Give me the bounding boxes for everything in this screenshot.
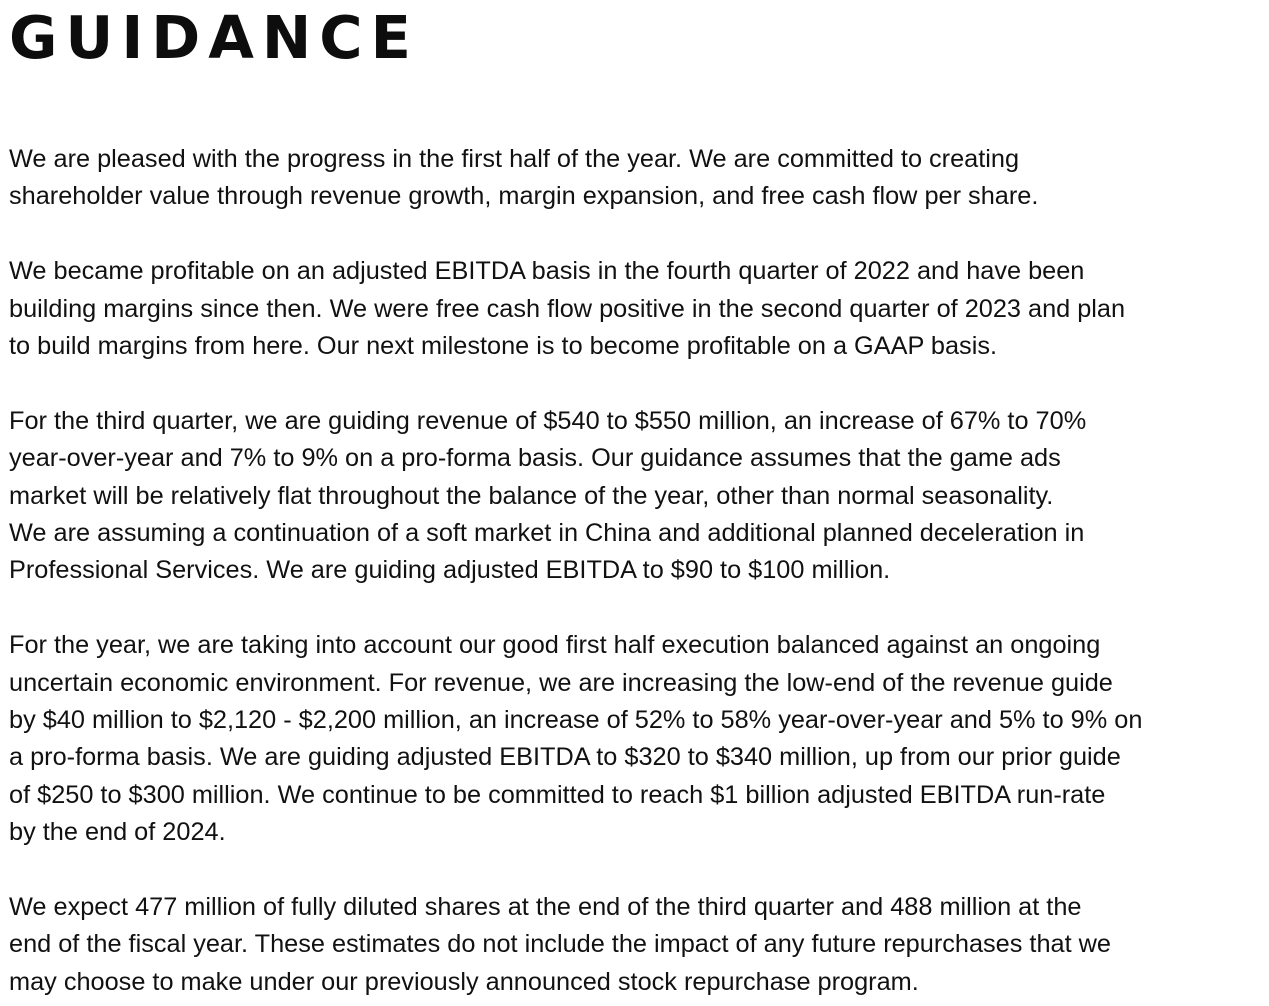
text-line: a pro-forma basis. We are guiding adjusted EBITDA to $320 to $340 million, up from our prior guide [9, 743, 1121, 772]
guidance-body [9, 141, 1264, 1001]
text-line: We became profitable on an adjusted EBITDA basis in the fourth quarter of 2022 and have been [9, 257, 1085, 286]
page-title: GUIDANCE [9, 3, 419, 72]
text-line: by the end of 2024. [9, 818, 226, 847]
text-line: market will be relatively flat throughout the balance of the year, other than normal seasonality. [9, 481, 1054, 510]
guidance-page [9, 0, 1264, 1001]
paragraph-progress [9, 141, 1264, 216]
text-line: end of the fiscal year. These estimates do not include the impact of any future repurchases that we [9, 930, 1111, 959]
text-line: For the year, we are taking into account our good first half execution balanced against an ongoing [9, 631, 1101, 660]
text-line: of $250 to $300 million. We continue to be committed to reach $1 billion adjusted EBITDA run-rate [9, 780, 1106, 809]
text-line: For the third quarter, we are guiding revenue of $540 to $550 million, an increase of 67% to 70% [9, 406, 1087, 435]
text-line: shareholder value through revenue growth, margin expansion, and free cash flow per share. [9, 182, 1039, 211]
paragraph-shares [9, 889, 1264, 1001]
text-line: may choose to make under our previously announced stock repurchase program. [9, 967, 919, 996]
text-line: We expect 477 million of fully diluted shares at the end of the third quarter and 488 million at the [9, 893, 1082, 922]
paragraph-profitability [9, 253, 1264, 365]
text-line: Professional Services. We are guiding adjusted EBITDA to $90 to $100 million. [9, 556, 891, 585]
paragraph-third-quarter [9, 403, 1264, 590]
text-line: building margins since then. We were free cash flow positive in the second quarter of 2023 and plan [9, 294, 1126, 323]
text-line: We are assuming a continuation of a soft market in China and additional planned deceleration in [9, 519, 1085, 548]
text-line: uncertain economic environment. For revenue, we are increasing the low-end of the revenue guide [9, 668, 1113, 697]
paragraph-full-year [9, 627, 1264, 851]
text-line: year-over-year and 7% to 9% on a pro-forma basis. Our guidance assumes that the game ads [9, 444, 1061, 473]
text-line: We are pleased with the progress in the first half of the year. We are committed to creating [9, 145, 1020, 173]
text-line: to build margins from here. Our next milestone is to become profitable on a GAAP basis. [9, 332, 997, 361]
text-line: by $40 million to $2,120 - $2,200 million, an increase of 52% to 58% year-over-year and 5% to 9% on [9, 706, 1143, 735]
